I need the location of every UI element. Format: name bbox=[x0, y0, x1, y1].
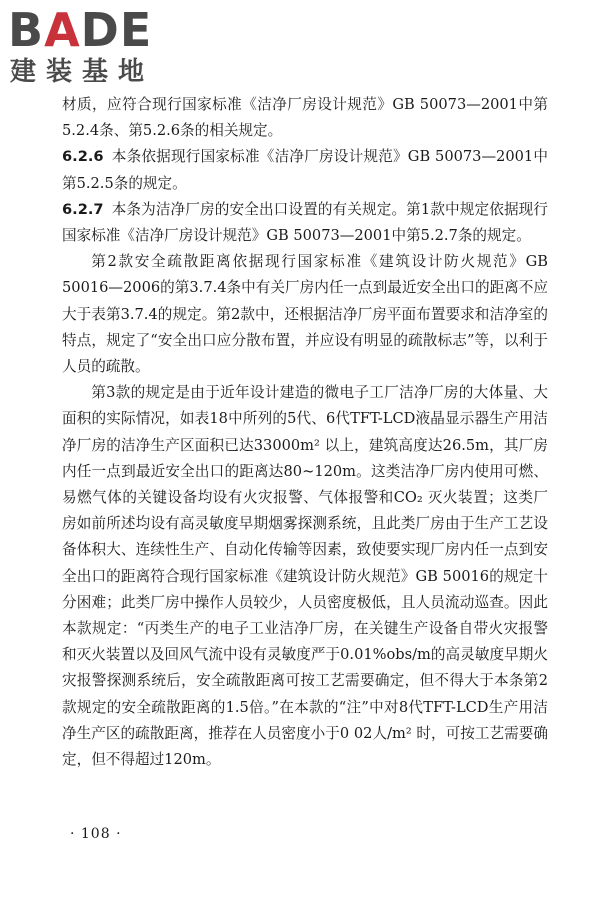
clause-6-2-7 bbox=[62, 197, 548, 249]
paragraph-text: 第3款的规定是由于近年设计建造的微电子工厂洁净厂房的大体量、大面积的实际情况，如表18中所列的5代、6代TFT-LCD液晶显示器生产用洁净厂房的洁净生产区面积已达33000m² 以上，建筑高度达26.5m，其厂房内任一点到最近安全出口的距离达80~120m。这类洁净厂房内使用可燃、易燃气体的关键设备均设有火灾报警、气体报警和CO₂ 灭火装置；这类厂房如前所述均设有高灵敏度早期烟雾探测系统，且此类厂房由于生产工艺设备体积大、连续性生产、自动化传输等因素，致使要实现厂房内任一点到安全出口的距离符合现行国家标准《建筑设计防火规范》GB 50016的规定十分困难；此类厂房中操作人员较少，人员密度极低，且人员流动巡查。因此本款规定：“丙类生产的电子工业洁净厂房，在关键生产设备自带火灾报警和灭火装置以及回风气流中设有灵敏度严于0.01%obs/m的高灵敏度早期火灾报警探测系统后，安全疏散距离可按工艺需要确定，但不得大于本条第2款规定的安全疏散距离的1.5倍。”在本款的“注”中对8代TFT-LCD生产用洁净生产区的疏散距离，推荐在人员密度小于0 02人/m² 时，可按工艺需要确定，但不得超过120m。 bbox=[62, 384, 548, 769]
logo-letters-de: DE bbox=[80, 3, 153, 57]
bade-logo bbox=[8, 3, 198, 88]
clause-6-2-6 bbox=[62, 144, 548, 196]
logo-letter-a: A bbox=[44, 3, 81, 57]
paragraph-text: 本条依据现行国家标准《洁净厂房设计规范》GB 50073—2001中第5.2.5条的规定。 bbox=[62, 148, 548, 192]
page-body bbox=[62, 92, 548, 773]
paragraph-continuation bbox=[62, 92, 548, 144]
page-number: · 108 · bbox=[70, 826, 122, 842]
paragraph-item-3 bbox=[62, 380, 548, 773]
section-number: 6.2.7 bbox=[62, 200, 104, 218]
paragraph-text: 本条为洁净厂房的安全出口设置的有关规定。第1款中规定依据现行国家标准《洁净厂房设计规范》GB 50073—2001中第5.2.7条的规定。 bbox=[62, 200, 548, 245]
logo-wordmark bbox=[8, 3, 153, 57]
section-number: 6.2.6 bbox=[62, 148, 104, 166]
paragraph-text: 第2款安全疏散距离依据现行国家标准《建筑设计防火规范》GB 50016—2006的第3.7.4条中有关厂房内任一点到最近安全出口的距离不应大于表第3.7.4的规定。第2款中，还根据洁净厂房平面布置要求和洁净室的特点，规定了“安全出口应分散布置，并应设有明显的疏散标志”等，以利于人员的疏散。 bbox=[62, 253, 548, 376]
paragraph-text: 材质，应符合现行国家标准《洁净厂房设计规范》GB 50073—2001中第5.2.4条、第5.2.6条的相关规定。 bbox=[62, 96, 548, 140]
paragraph-item-2 bbox=[62, 249, 548, 380]
logo-subtitle: 建装基地 bbox=[10, 57, 155, 87]
logo-letter-b: B bbox=[8, 3, 45, 57]
